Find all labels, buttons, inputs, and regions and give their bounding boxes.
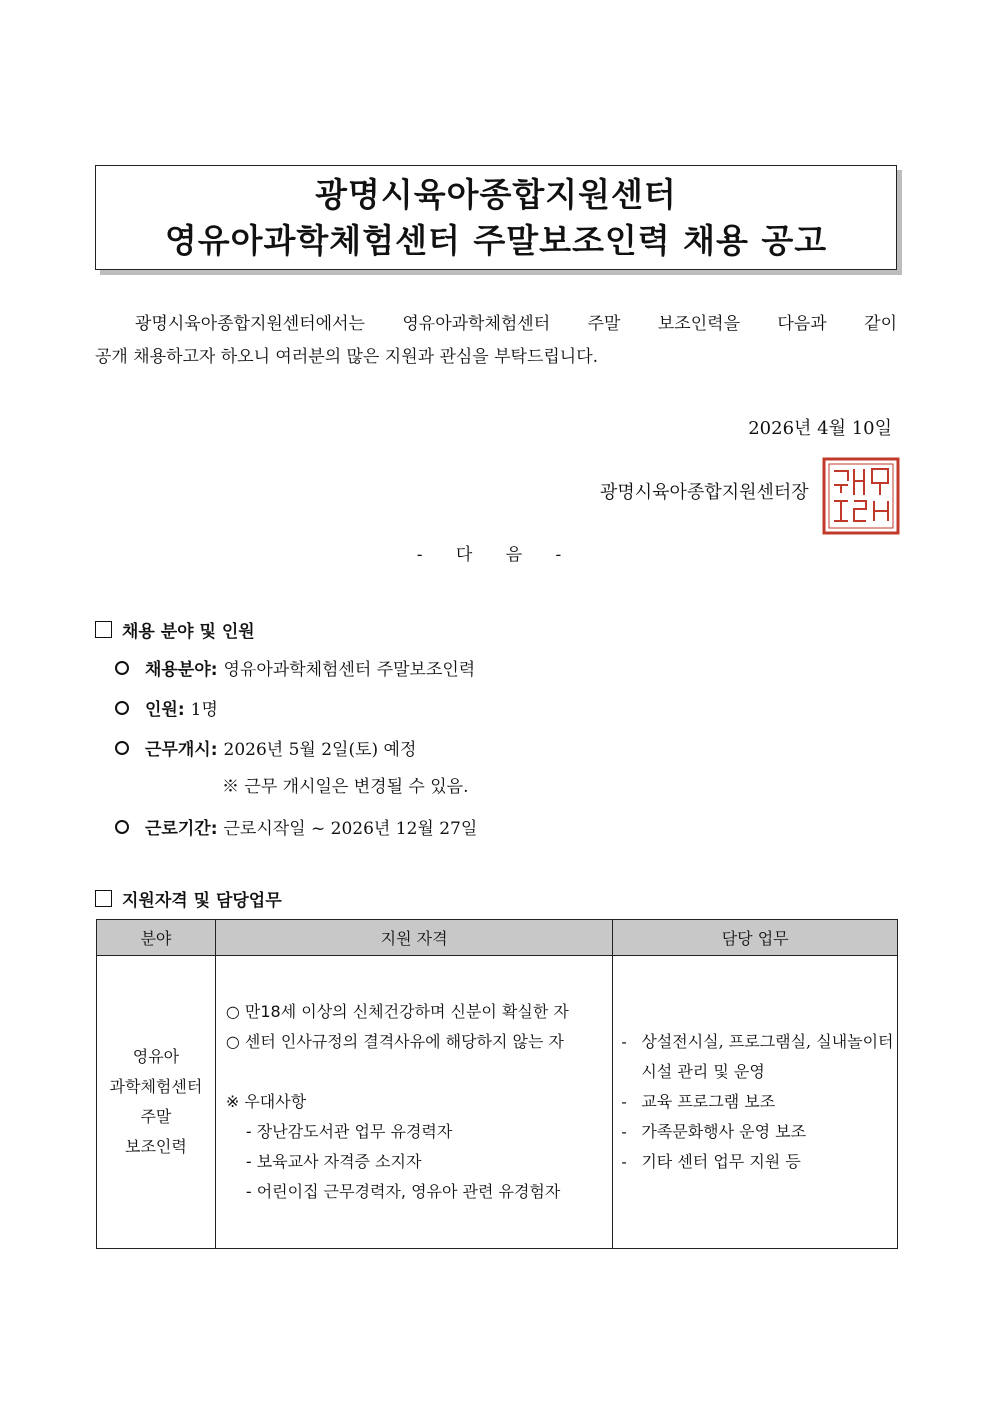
list-item-headcount: 인원: 1명 <box>115 695 218 720</box>
table-header-row <box>97 920 898 956</box>
title-box <box>95 165 897 270</box>
title-line-1: 광명시육아종합지원센터 <box>315 175 677 214</box>
field-cell: 영유아 과학체험센터 주말 보조인력 <box>97 956 216 1249</box>
qualification-table <box>96 919 898 1249</box>
signer: 광명시육아종합지원센터장 <box>600 482 809 503</box>
list-item-start-date: 근무개시: 2026년 5월 2일(토) 예정 <box>115 735 416 760</box>
circle-bullet-icon <box>115 741 129 755</box>
list-item-field: 채용분야: 영유아과학체험센터 주말보조인력 <box>115 655 475 680</box>
qualification-cell <box>215 956 612 1249</box>
preference-item: - 어린이집 근무경력자, 영유아 관련 유경험자 <box>245 1182 561 1201</box>
qualification-item: ○ 센터 인사규정의 결격사유에 해당하지 않는 자 <box>225 1032 564 1051</box>
checkbox-square-icon <box>95 621 112 638</box>
preference-title: ※ 우대사항 <box>225 1092 307 1111</box>
section-heading-qualifications: 지원자격 및 담당업무 <box>95 886 282 911</box>
preference-item: - 보육교사 자격증 소지자 <box>245 1152 422 1171</box>
table-header: 지원 자격 <box>215 920 612 956</box>
announcement-date: 2026년 4월 10일 <box>748 418 892 439</box>
section-heading-recruitment: 채용 분야 및 인원 <box>95 617 255 642</box>
title-line-2: 영유아과학체험센터 주말보조인력 채용 공고 <box>164 221 828 260</box>
duty-item: - 상설전시실, 프로그램실, 실내놀이터 시설 관리 및 운영 <box>621 1032 894 1081</box>
intro-line-1: 광명시육아종합지원센터에서는 영유아과학체험센터 주말 보조인력을 다음과 같이 <box>135 314 897 334</box>
table-header: 분야 <box>97 920 216 956</box>
qualification-item: ○ 만18세 이상의 신체건강하며 신분이 확실한 자 <box>225 1002 569 1021</box>
table-row <box>97 956 898 1249</box>
start-date-note: ※ 근무 개시일은 변경될 수 있음. <box>222 777 469 797</box>
duty-item: - 교육 프로그램 보조 <box>621 1092 776 1111</box>
duty-item: - 가족문화행사 운영 보조 <box>621 1122 807 1141</box>
official-seal-stamp <box>822 457 900 535</box>
circle-bullet-icon <box>115 661 129 675</box>
circle-bullet-icon <box>115 701 129 715</box>
list-item-work-period: 근로기간: 근로시작일 ~ 2026년 12월 27일 <box>115 814 477 839</box>
preference-item: - 장난감도서관 업무 유경력자 <box>245 1122 453 1141</box>
intro-line-2: 공개 채용하고자 하오니 여러분의 많은 지원과 관심을 부탁드립니다. <box>95 347 599 367</box>
circle-bullet-icon <box>115 820 129 834</box>
checkbox-square-icon <box>95 890 112 907</box>
intro-paragraph <box>95 308 897 374</box>
table-header: 담당 업무 <box>613 920 898 956</box>
duty-cell <box>613 956 898 1249</box>
duty-item: - 기타 센터 업무 지원 등 <box>621 1152 801 1171</box>
daum-divider: - 다 음 - <box>416 545 576 565</box>
